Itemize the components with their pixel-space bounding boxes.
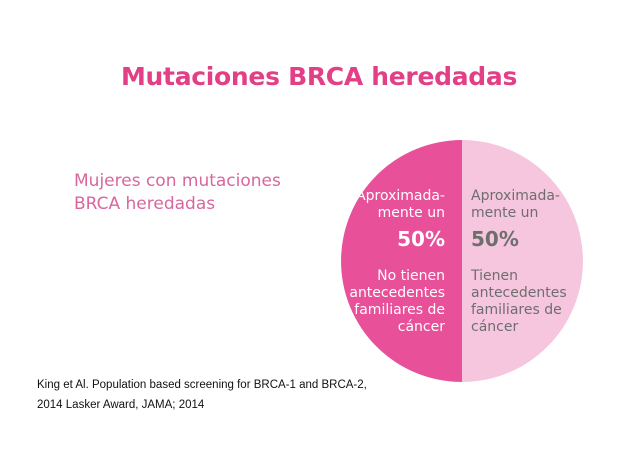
slice-1-label-line-1: Aproximada-	[356, 188, 445, 204]
pie-slice-1	[341, 140, 462, 382]
slice-2-percent-label: 50%	[471, 227, 519, 251]
slice-2-desc-line-2: antecedentes	[471, 285, 567, 301]
chart-subtitle-line-1: Mujeres con mutaciones	[74, 171, 281, 191]
slice-2-desc-line-1: Tienen	[471, 268, 518, 284]
slice-2-label-line-1: Aproximada-	[471, 188, 560, 204]
pie-slice-2	[462, 140, 583, 382]
slice-1-desc-line-1: No tienen	[377, 268, 445, 284]
slice-1-percent-label: 50%	[397, 227, 445, 251]
slice-2-label-line-2: mente un	[471, 205, 539, 221]
citation	[37, 375, 457, 415]
citation-line-2: 2014 Lasker Award, JAMA; 2014	[37, 399, 205, 411]
slice-2-desc-line-3: familiares de	[471, 302, 562, 318]
slide-title: Mutaciones BRCA heredadas	[120, 62, 518, 91]
citation-line-1: King et Al. Population based screening for BRCA-1 and BRCA-2,	[37, 379, 367, 391]
chart-subtitle-line-2: BRCA heredadas	[74, 194, 216, 214]
slice-1-desc-line-2: antecedentes	[349, 285, 445, 301]
slice-1-desc-line-4: cáncer	[397, 319, 445, 335]
slice-1-label-line-2: mente un	[377, 205, 445, 221]
slice-1-desc-line-3: familiares de	[354, 302, 445, 318]
slice-2-desc-line-4: cáncer	[471, 319, 519, 335]
